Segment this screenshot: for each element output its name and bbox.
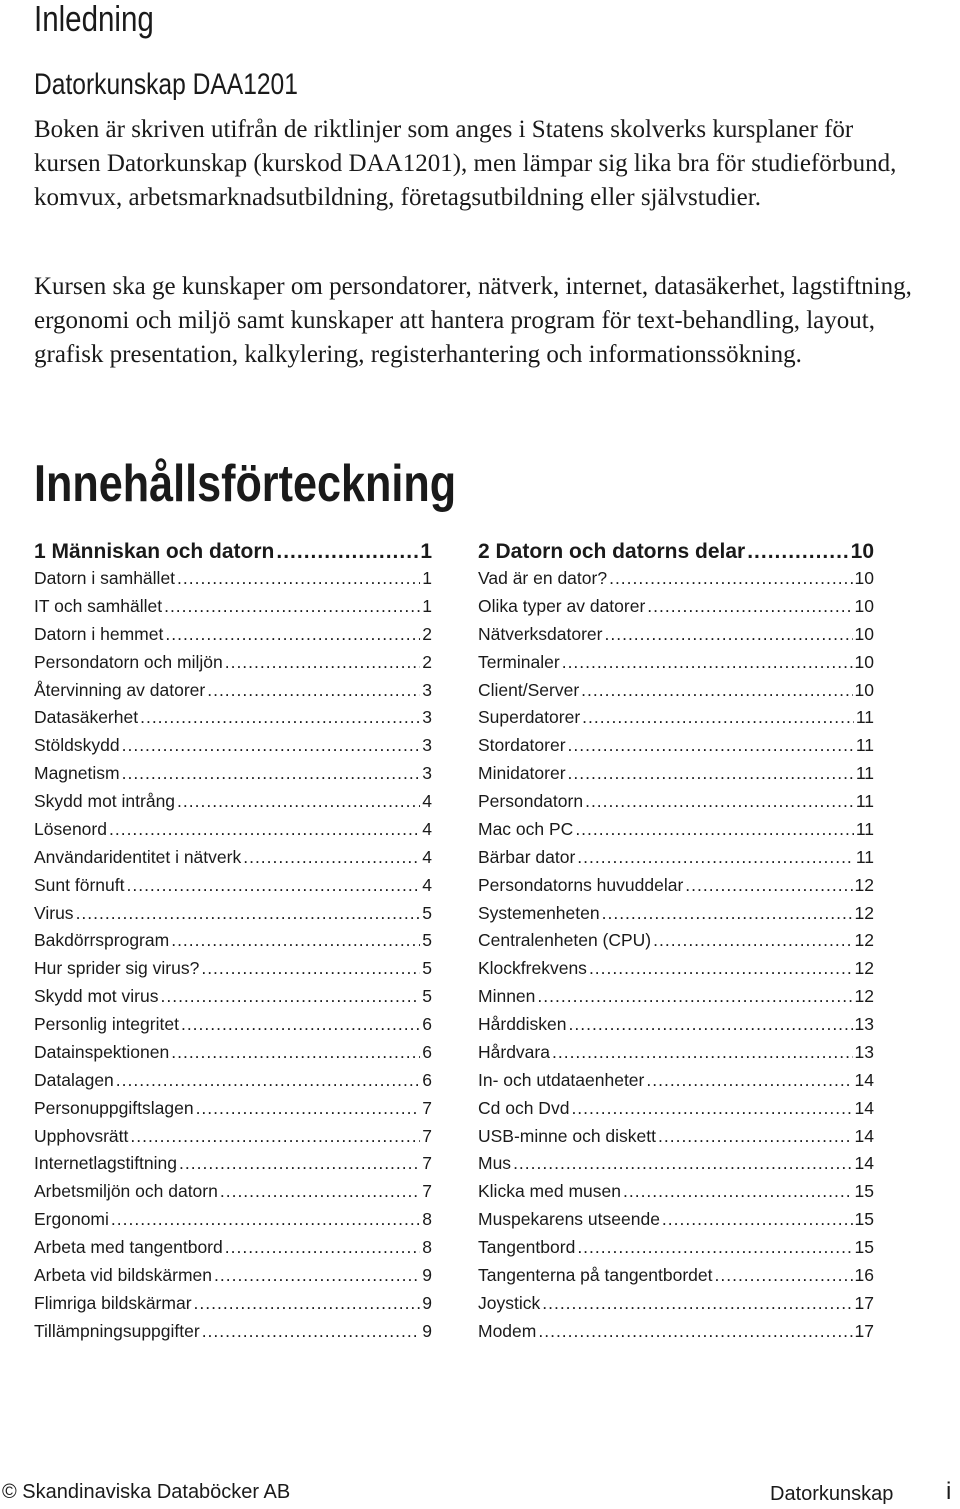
toc-entry-label: Olika typer av datorer <box>478 595 646 616</box>
toc-entry-label: Arbeta vid bildskärmen <box>34 1264 212 1285</box>
course-description-paragraph: Kursen ska ge kunskaper om persondatorer, nätverk, internet, datasäkerhet, lagstiftning, ergonomi och miljö samt kunskaper att hantera program för text-behandling, layout, grafisk presentation, kalkylering, registerhantering och informationssökning. <box>34 273 912 368</box>
toc-entry-label: Personuppgiftslagen <box>34 1097 194 1118</box>
toc-entry-label: Client/Server <box>478 679 580 700</box>
toc-column-2 <box>478 540 874 1349</box>
dot-leader <box>160 986 420 1007</box>
toc-entry-page: 4 <box>422 818 432 839</box>
toc-entry-page: 10 <box>854 568 874 588</box>
toc-entry-label: Stöldskydd <box>34 735 120 756</box>
toc-entry-label: Lösenord <box>34 818 107 839</box>
toc-entry[interactable] <box>34 763 432 791</box>
toc-entry-page: 8 <box>422 1237 432 1257</box>
toc-entry[interactable] <box>478 1293 874 1321</box>
toc-entry-label: Skydd mot virus <box>34 986 159 1007</box>
toc-entry-label: Tangentbord <box>478 1237 576 1257</box>
dot-leader <box>165 624 420 645</box>
toc-entry-label: Hur sprider sig virus? <box>34 958 200 979</box>
toc-entry[interactable] <box>478 1181 874 1209</box>
dot-leader <box>571 1098 852 1119</box>
dot-leader <box>513 1153 852 1174</box>
toc-entry-label: Minnen <box>478 986 536 1007</box>
toc-entry[interactable] <box>478 930 874 958</box>
toc-entry-label: Tillämpningsuppgifter <box>34 1320 200 1341</box>
course-subheading: Datorkunskap DAA1201 <box>34 68 298 101</box>
toc-entry[interactable] <box>478 568 874 596</box>
toc-entry-label: Arbeta med tangentbord <box>34 1237 223 1257</box>
toc-entry-page: 10 <box>854 651 874 672</box>
toc-entry[interactable] <box>478 1126 874 1154</box>
dot-leader <box>207 680 420 701</box>
toc-entry-page: 7 <box>422 1097 432 1118</box>
toc-entry-label: Nätverksdatorer <box>478 623 603 644</box>
toc-entry-page: 10 <box>854 595 874 616</box>
toc-entry[interactable] <box>478 1098 874 1126</box>
toc-entry-label: Klockfrekvens <box>478 958 587 979</box>
toc-entry-page: 5 <box>422 986 432 1007</box>
toc-entry-page: 1 <box>422 595 432 616</box>
dot-leader <box>122 763 421 784</box>
toc-entry[interactable] <box>478 1014 874 1042</box>
toc-entry[interactable] <box>34 875 432 903</box>
dot-leader <box>715 1265 853 1286</box>
toc-entry-label: Mus <box>478 1153 512 1174</box>
toc-entry-label: Mac och PC <box>478 818 574 839</box>
toc-entry-label: Minidatorer <box>478 763 566 784</box>
toc-entry-page: 5 <box>422 902 432 923</box>
dot-leader <box>276 540 418 564</box>
toc-entry-label: Tangenterna på tangentbordet <box>478 1264 713 1285</box>
dot-leader <box>177 568 420 589</box>
intro-paragraph: Boken är skriven utifrån de riktlinjer som anges i Statens skolverks kursplaner för kursen Datorkunskap (kurskod DAA1201), men lämpar sig lika bra för studieförbund, komvux, arbetsmarknadsutbildning, företagsutbildning eller självstudier. <box>34 116 897 211</box>
dot-leader <box>581 680 852 701</box>
toc-entry-page: 13 <box>854 1014 874 1034</box>
toc-entry-label: Användaridentitet i nätverk <box>34 846 242 867</box>
toc-entry-label: Bakdörrsprogram <box>34 930 170 951</box>
toc-entry[interactable] <box>34 1014 432 1042</box>
toc-entry[interactable] <box>34 986 432 1014</box>
book-title-footer: Datorkunskap <box>770 1483 894 1505</box>
toc-entry-page: 4 <box>422 874 432 895</box>
toc-entry[interactable] <box>478 624 874 652</box>
toc-entry-page: 12 <box>854 930 874 951</box>
toc-entry-page: 5 <box>422 958 432 979</box>
toc-entry-page: 10 <box>854 623 874 644</box>
toc-entry-page: 14 <box>854 1153 874 1174</box>
toc-entry-page: 7 <box>422 1153 432 1174</box>
toc-entry[interactable] <box>34 1209 432 1237</box>
toc-entry-page: 13 <box>854 1041 874 1062</box>
toc-entry-page: 11 <box>855 791 874 811</box>
toc-entry-label: Datainspektionen <box>34 1041 170 1062</box>
dot-leader <box>609 568 852 589</box>
dot-leader <box>653 930 852 951</box>
toc-entry-label: Modem <box>478 1320 537 1341</box>
toc-entry-page: 5 <box>422 930 432 951</box>
toc-entry[interactable] <box>478 680 874 708</box>
toc-entry-page: 9 <box>422 1292 432 1313</box>
toc-entry-page: 10 <box>850 540 874 563</box>
dot-leader <box>225 652 421 673</box>
dot-leader <box>196 1098 421 1119</box>
toc-entry[interactable] <box>34 791 432 819</box>
toc-entry-label: Centralenheten (CPU) <box>478 930 652 951</box>
toc-chapter[interactable] <box>34 540 432 568</box>
dot-leader <box>577 1237 852 1258</box>
toc-entry-label: Datalagen <box>34 1069 114 1090</box>
toc-entry[interactable] <box>478 652 874 680</box>
toc-entry[interactable] <box>478 1265 874 1293</box>
toc-entry-label: Sunt förnuft <box>34 874 125 895</box>
dot-leader <box>111 1209 420 1230</box>
toc-entry[interactable] <box>478 1070 874 1098</box>
dot-leader <box>201 958 420 979</box>
toc-entry-page: 4 <box>422 846 432 867</box>
toc-entry-label: Cd och Dvd <box>478 1097 570 1118</box>
toc-entry-label: Datorn i hemmet <box>34 623 164 644</box>
dot-leader <box>202 1321 421 1342</box>
toc-entry-page: 6 <box>422 1041 432 1062</box>
toc-entry-label: Systemenheten <box>478 902 600 923</box>
toc-entry[interactable] <box>478 903 874 931</box>
toc-entry-page: 1 <box>420 540 432 563</box>
toc-entry-label: Vad är en dator? <box>478 568 608 588</box>
dot-leader <box>140 707 420 728</box>
toc-entry[interactable] <box>478 1209 874 1237</box>
toc-entry-label: Återvinning av datorer <box>34 679 206 700</box>
toc-entry[interactable] <box>478 875 874 903</box>
toc-entry[interactable] <box>34 1153 432 1181</box>
dot-leader <box>537 986 852 1007</box>
dot-leader <box>171 930 420 951</box>
toc-entry-label: 1 Människan och datorn <box>34 540 275 563</box>
toc-entry-page: 9 <box>422 1320 432 1341</box>
dot-leader <box>542 1293 852 1314</box>
toc-entry[interactable] <box>34 680 432 708</box>
toc-entry[interactable] <box>478 819 874 847</box>
toc-entry-label: Hårdvara <box>478 1041 550 1062</box>
toc-entry-page: 17 <box>854 1320 874 1341</box>
toc-entry[interactable] <box>34 707 432 735</box>
toc-entry-page: 1 <box>422 568 432 588</box>
dot-leader <box>585 791 854 812</box>
toc-entry-page: 3 <box>422 735 432 756</box>
toc-entry-page: 3 <box>422 707 432 728</box>
toc-entry[interactable] <box>34 624 432 652</box>
toc-entry-label: Stordatorer <box>478 735 566 756</box>
dot-leader <box>647 596 852 617</box>
toc-entry-label: Terminaler <box>478 651 560 672</box>
toc-entry[interactable] <box>478 791 874 819</box>
dot-leader <box>194 1293 421 1314</box>
toc-entry[interactable] <box>34 958 432 986</box>
dot-leader <box>589 958 853 979</box>
toc-entry-label: Personlig integritet <box>34 1014 179 1034</box>
toc-entry-label: 2 Datorn och datorns delar <box>478 540 746 563</box>
dot-leader <box>685 875 852 896</box>
toc-entry-label: USB-minne och diskett <box>478 1125 656 1146</box>
toc-entry-page: 11 <box>855 818 874 839</box>
toc-entry-label: IT och samhället <box>34 595 163 616</box>
dot-leader <box>569 1014 853 1035</box>
toc-entry-label: In- och utdataenheter <box>478 1069 645 1090</box>
toc-entry[interactable] <box>34 1293 432 1321</box>
toc-entry-label: Muspekarens utseende <box>478 1209 660 1230</box>
toc-title: Innehållsförteckning <box>34 455 457 513</box>
toc-entry[interactable] <box>34 1042 432 1070</box>
dot-leader <box>214 1265 420 1286</box>
dot-leader <box>181 1014 420 1035</box>
dot-leader <box>562 652 853 673</box>
toc-entry-label: Virus <box>34 902 74 923</box>
toc-entry-page: 7 <box>422 1125 432 1146</box>
toc-entry[interactable] <box>478 1042 874 1070</box>
toc-entry-page: 15 <box>854 1237 874 1257</box>
toc-entry-page: 12 <box>854 874 874 895</box>
toc-entry-page: 12 <box>854 986 874 1007</box>
dot-leader <box>662 1209 853 1230</box>
toc-entry-label: Datorn i samhället <box>34 568 176 588</box>
toc-entry-page: 3 <box>422 679 432 700</box>
toc-entry-page: 12 <box>854 902 874 923</box>
toc-entry-page: 12 <box>854 958 874 979</box>
dot-leader <box>126 875 420 896</box>
toc-entry[interactable] <box>478 1237 874 1265</box>
toc-entry-page: 15 <box>854 1181 874 1202</box>
toc-entry[interactable] <box>34 596 432 624</box>
toc-entry-page: 2 <box>422 651 432 672</box>
publisher-footer: © Skandinaviska Databöcker AB <box>2 1481 291 1503</box>
toc-entry-page: 11 <box>855 707 874 728</box>
dot-leader <box>575 819 854 840</box>
toc-entry[interactable] <box>478 735 874 763</box>
toc-entry[interactable] <box>34 735 432 763</box>
dot-leader <box>646 1070 852 1091</box>
dot-leader <box>538 1321 852 1342</box>
toc-entry[interactable] <box>34 1126 432 1154</box>
toc-entry-page: 2 <box>422 623 432 644</box>
toc-entry[interactable] <box>478 1321 874 1349</box>
toc-entry-page: 15 <box>854 1209 874 1230</box>
dot-leader <box>225 1237 421 1258</box>
toc-entry-page: 11 <box>855 846 874 867</box>
toc-entry-page: 16 <box>854 1264 874 1285</box>
toc-entry[interactable] <box>34 930 432 958</box>
toc-entry[interactable] <box>34 1321 432 1349</box>
toc-entry[interactable] <box>34 903 432 931</box>
toc-entry-page: 4 <box>422 791 432 811</box>
page-number: i <box>946 1478 952 1505</box>
dot-leader <box>582 707 854 728</box>
dot-leader <box>623 1181 853 1202</box>
toc-entry-page: 14 <box>854 1125 874 1146</box>
toc-entry[interactable] <box>34 847 432 875</box>
dot-leader <box>122 735 421 756</box>
toc-entry[interactable] <box>34 1181 432 1209</box>
toc-chapter[interactable] <box>478 540 874 568</box>
dot-leader <box>243 847 420 868</box>
dot-leader <box>171 1042 420 1063</box>
toc-entry-label: Joystick <box>478 1292 541 1313</box>
dot-leader <box>577 847 854 868</box>
dot-leader <box>76 903 421 924</box>
toc-entry-page: 6 <box>422 1069 432 1090</box>
toc-entry-label: Klicka med musen <box>478 1181 621 1202</box>
dot-leader <box>130 1126 420 1147</box>
page-heading: Inledning <box>34 0 154 39</box>
toc-entry[interactable] <box>34 652 432 680</box>
dot-leader <box>658 1126 853 1147</box>
toc-entry[interactable] <box>34 1098 432 1126</box>
toc-entry-label: Internetlagstiftning <box>34 1153 178 1174</box>
toc-entry-page: 6 <box>422 1014 432 1034</box>
toc-entry-page: 11 <box>855 763 874 784</box>
toc-entry-label: Bärbar dator <box>478 846 576 867</box>
toc-entry-label: Magnetism <box>34 763 120 784</box>
toc-entry-label: Persondatorn och miljön <box>34 651 223 672</box>
toc-entry[interactable] <box>478 958 874 986</box>
toc-entry-label: Persondatorn <box>478 791 584 811</box>
toc-entry[interactable] <box>478 763 874 791</box>
dot-leader <box>220 1181 420 1202</box>
toc-entry[interactable] <box>478 986 874 1014</box>
toc-entry-page: 9 <box>422 1264 432 1285</box>
toc-entry-page: 8 <box>422 1209 432 1230</box>
dot-leader <box>164 596 420 617</box>
toc-entry-page: 17 <box>854 1292 874 1313</box>
toc-entry-page: 3 <box>422 763 432 784</box>
dot-leader <box>177 791 420 812</box>
toc-entry[interactable] <box>478 596 874 624</box>
toc-entry[interactable] <box>34 819 432 847</box>
toc-entry-page: 14 <box>854 1069 874 1090</box>
toc-entry-label: Skydd mot intrång <box>34 791 176 811</box>
dot-leader <box>602 903 853 924</box>
toc-entry-label: Arbetsmiljön och datorn <box>34 1181 218 1202</box>
toc-entry-label: Hårddisken <box>478 1014 567 1034</box>
toc-entry-label: Persondatorns huvuddelar <box>478 874 684 895</box>
toc-entry-page: 11 <box>855 735 874 756</box>
toc-column-1 <box>34 540 432 1349</box>
toc-entry-page: 7 <box>422 1181 432 1202</box>
toc-entry-label: Ergonomi <box>34 1209 109 1230</box>
toc-entry[interactable] <box>34 1237 432 1265</box>
toc-entry[interactable] <box>478 1153 874 1181</box>
toc-entry-label: Flimriga bildskärmar <box>34 1292 192 1313</box>
toc-entry[interactable] <box>34 568 432 596</box>
toc-entry[interactable] <box>34 1265 432 1293</box>
toc-entry-page: 10 <box>854 679 874 700</box>
toc-entry[interactable] <box>34 1070 432 1098</box>
dot-leader <box>568 735 854 756</box>
dot-leader <box>605 624 853 645</box>
toc-entry[interactable] <box>478 707 874 735</box>
dot-leader <box>552 1042 853 1063</box>
dot-leader <box>179 1153 420 1174</box>
dot-leader <box>568 763 854 784</box>
toc-entry-label: Datasäkerhet <box>34 707 139 728</box>
toc-entry-label: Upphovsrätt <box>34 1125 129 1146</box>
toc-entry-page: 14 <box>854 1097 874 1118</box>
dot-leader <box>116 1070 420 1091</box>
toc-entry-label: Superdatorer <box>478 707 581 728</box>
dot-leader <box>109 819 420 840</box>
toc-entry[interactable] <box>478 847 874 875</box>
dot-leader <box>747 540 848 564</box>
